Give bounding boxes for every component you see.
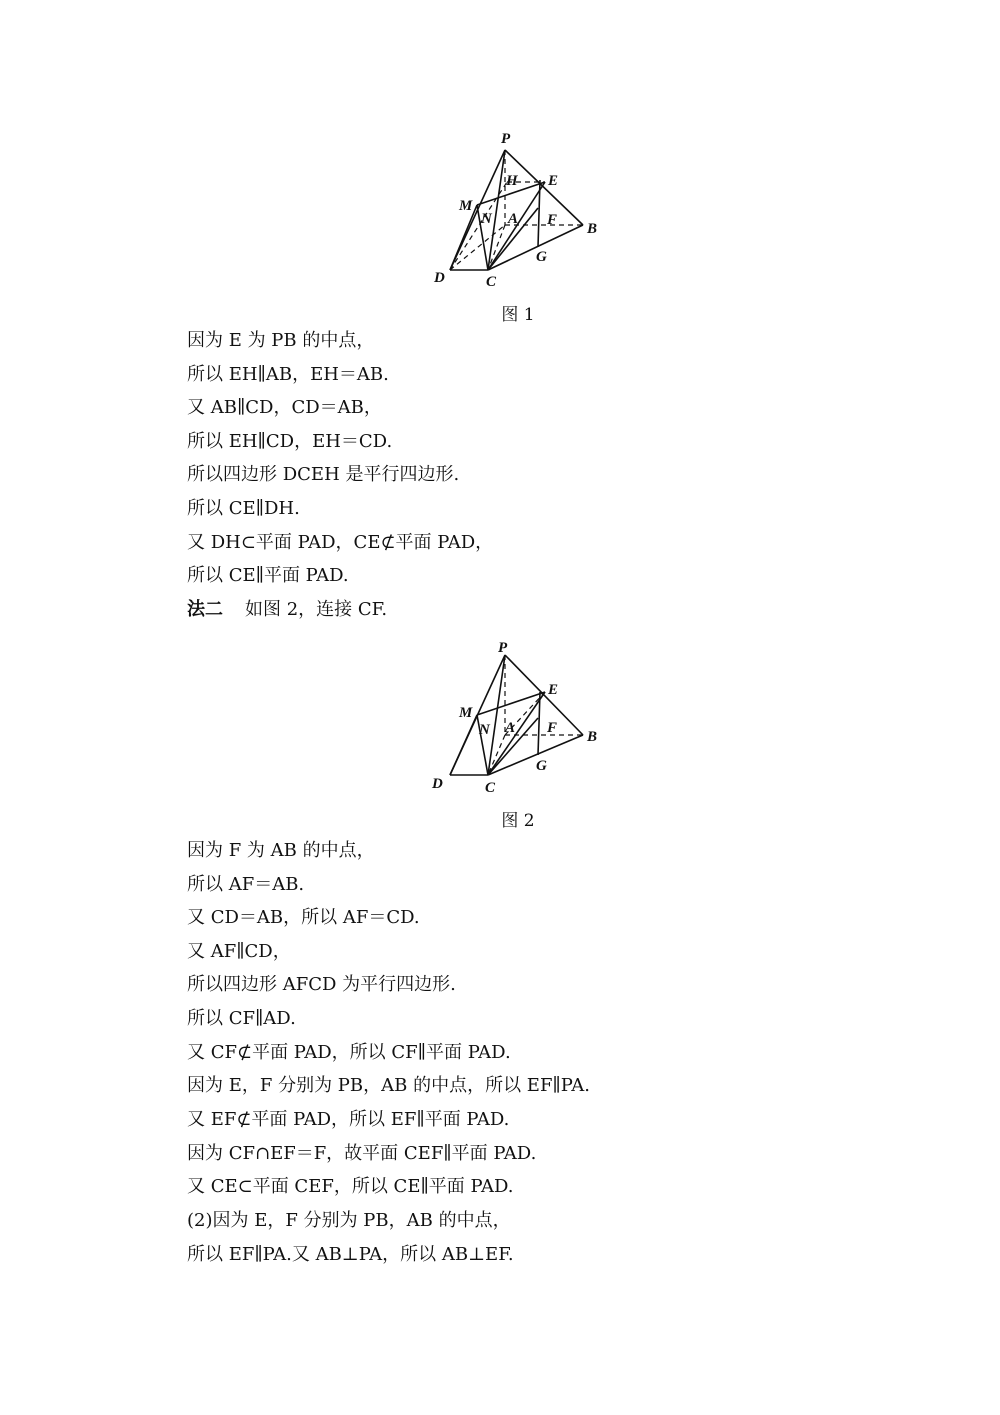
label-m: M (459, 198, 473, 214)
label-a: A (508, 211, 519, 227)
text-line: 所以 CE∥平面 PAD. (187, 565, 349, 586)
text-line: 所以四边形 AFCD 为平行四边形. (187, 974, 456, 995)
label-m: M (459, 705, 473, 721)
label-g: G (536, 758, 547, 774)
text-line: 所以 EH∥AB，EH＝AB. (187, 364, 389, 385)
label-f: F (547, 720, 558, 736)
text-line: 因为 CF∩EF＝F，故平面 CEF∥平面 PAD. (187, 1143, 537, 1164)
label-f: F (547, 212, 558, 228)
text-line: 所以 EH∥CD，EH＝CD. (187, 431, 393, 452)
method-2-text: 如图 2，连接 CF. (245, 599, 388, 620)
label-p: P (498, 640, 508, 656)
text-line: 又 CD＝AB，所以 AF＝CD. (187, 907, 420, 928)
label-b: B (587, 221, 598, 237)
text-line: 又 AF∥CD， (187, 941, 291, 962)
label-e: E (548, 682, 559, 698)
label-p: P (501, 131, 511, 147)
label-d: D (434, 270, 445, 286)
text-line: 所以 CF∥AD. (187, 1008, 296, 1029)
text-line: 又 EF⊄平面 PAD，所以 EF∥平面 PAD. (187, 1109, 510, 1130)
text-line: 所以 AF＝AB. (187, 874, 305, 895)
method-2-title: 法二 (187, 599, 223, 620)
label-b: B (587, 729, 598, 745)
figure-2-diagram (425, 630, 625, 800)
figure-1-diagram (425, 125, 625, 295)
text-line: 又 DH⊂平面 PAD，CE⊄平面 PAD， (187, 532, 494, 553)
label-c: C (485, 780, 496, 796)
text-line: (2)因为 E，F 分别为 PB，AB 的中点， (187, 1210, 511, 1231)
text-line: 又 AB∥CD，CD＝AB， (187, 397, 382, 418)
text-line: 又 CE⊂平面 CEF，所以 CE∥平面 PAD. (187, 1176, 514, 1197)
label-h: H (506, 173, 518, 189)
text-line: 所以 CE∥DH. (187, 498, 300, 519)
label-d: D (432, 776, 443, 792)
label-n: N (479, 722, 490, 738)
label-c: C (486, 274, 497, 290)
text-line: 因为 F 为 AB 的中点， (187, 840, 375, 861)
label-g: G (536, 249, 547, 265)
label-n: N (481, 211, 492, 227)
text-line: 因为 E 为 PB 的中点， (187, 330, 375, 351)
label-e: E (548, 173, 559, 189)
label-a: A (505, 720, 516, 736)
text-line: 所以四边形 DCEH 是平行四边形. (187, 464, 460, 485)
figure-1-caption: 图 1 (501, 305, 535, 325)
figure-2-caption: 图 2 (501, 811, 535, 831)
text-line: 所以 EF∥PA.又 AB⊥PA，所以 AB⊥EF. (187, 1244, 514, 1265)
text-line: 又 CF⊄平面 PAD，所以 CF∥平面 PAD. (187, 1042, 511, 1063)
method-2-heading (187, 599, 387, 621)
text-line: 因为 E，F 分别为 PB，AB 的中点，所以 EF∥PA. (187, 1075, 590, 1096)
